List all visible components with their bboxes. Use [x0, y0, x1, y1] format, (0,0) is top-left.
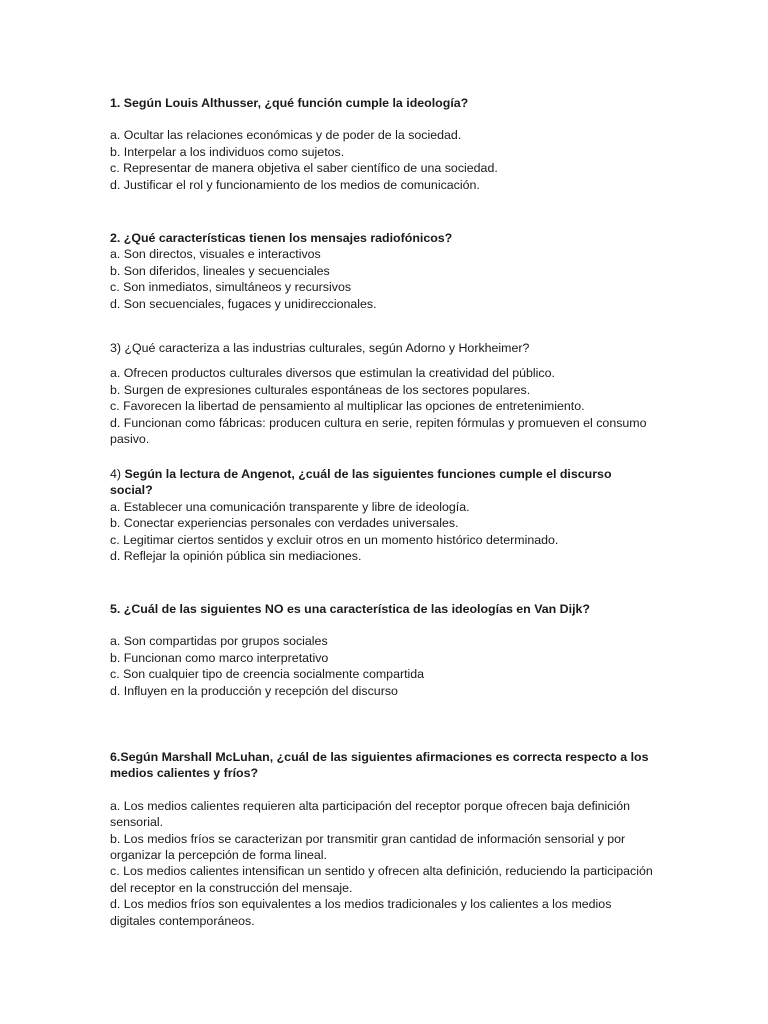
question-4 [110, 466, 655, 564]
option-c: c. Son cualquier tipo de creencia socialmente compartida [110, 667, 425, 682]
option-d: d. Reflejar la opinión pública sin mediaciones. [110, 549, 362, 564]
option-c: c. Legitimar ciertos sentidos y excluir otros en un momento histórico determinado. [110, 532, 559, 547]
option-a: a. Ocultar las relaciones económicas y de poder de la sociedad. [110, 128, 462, 143]
option-c: c. Son inmediatos, simultáneos y recursivos [110, 280, 352, 295]
option-d: d. Influyen en la producción y recepción del discurso [110, 683, 398, 698]
question-1 [110, 95, 655, 193]
question-text: Según la lectura de Angenot, ¿cuál de las siguientes funciones cumple el discurso social? [110, 467, 612, 498]
option-b: b. Surgen de expresiones culturales espontáneas de los sectores populares. [110, 382, 531, 397]
question-2 [110, 230, 655, 312]
option-d: d. Funcionan como fábricas: producen cultura en serie, repiten fórmulas y promueven el consumo pasivo. [110, 415, 647, 447]
option-a: a. Ofrecen productos culturales diversos que estimulan la creatividad del público. [110, 366, 555, 381]
option-a: a. Los medios calientes requieren alta participación del receptor porque ofrecen baja definición sensorial. [110, 798, 631, 830]
option-b: b. Interpelar a los individuos como sujetos. [110, 144, 345, 159]
option-d: d. Justificar el rol y funcionamiento de los medios de comunicación. [110, 177, 480, 192]
option-b: b. Conectar experiencias personales con verdades universales. [110, 516, 459, 531]
option-c: c. Los medios calientes intensifican un sentido y ofrecen alta definición, reduciendo la participación del receptor en la construcción del mensaje. [110, 864, 653, 895]
question-number: 4) [110, 467, 122, 481]
option-b: b. Son diferidos, lineales y secuenciales [110, 263, 330, 278]
question-prompt: 6.Según Marshall McLuhan, ¿cuál de las siguientes afirmaciones es correcta respecto a los medios calientes y fríos? [110, 750, 649, 781]
question-prompt [110, 466, 655, 499]
option-d: d. Los medios fríos son equivalentes a los medios tradicionales y los calientes a los medios digitales contemporáneos. [110, 897, 612, 928]
question-5 [110, 601, 655, 699]
question-prompt: 5. ¿Cuál de las siguientes NO es una característica de las ideologías en Van Dijk? [110, 602, 590, 616]
question-3 [110, 340, 655, 447]
option-b: b. Los medios fríos se caracterizan por transmitir gran cantidad de información sensorial y por organizar la percepción de forma lineal. [110, 831, 626, 863]
question-6 [110, 749, 655, 929]
question-prompt: 1. Según Louis Althusser, ¿qué función cumple la ideología? [110, 96, 469, 110]
option-a: a. Son compartidas por grupos sociales [110, 634, 328, 649]
option-d: d. Son secuenciales, fugaces y unidireccionales. [110, 296, 377, 311]
option-a: a. Son directos, visuales e interactivos [110, 247, 321, 262]
question-prompt: 3) ¿Qué caracteriza a las industrias culturales, según Adorno y Horkheimer? [110, 341, 530, 355]
option-c: c. Favorecen la libertad de pensamiento al multiplicar las opciones de entretenimiento. [110, 399, 585, 414]
option-c: c. Representar de manera objetiva el saber científico de una sociedad. [110, 161, 498, 176]
option-b: b. Funcionan como marco interpretativo [110, 650, 329, 665]
option-a: a. Establecer una comunicación transparente y libre de ideología. [110, 499, 470, 514]
question-prompt: 2. ¿Qué características tienen los mensajes radiofónicos? [110, 231, 453, 245]
